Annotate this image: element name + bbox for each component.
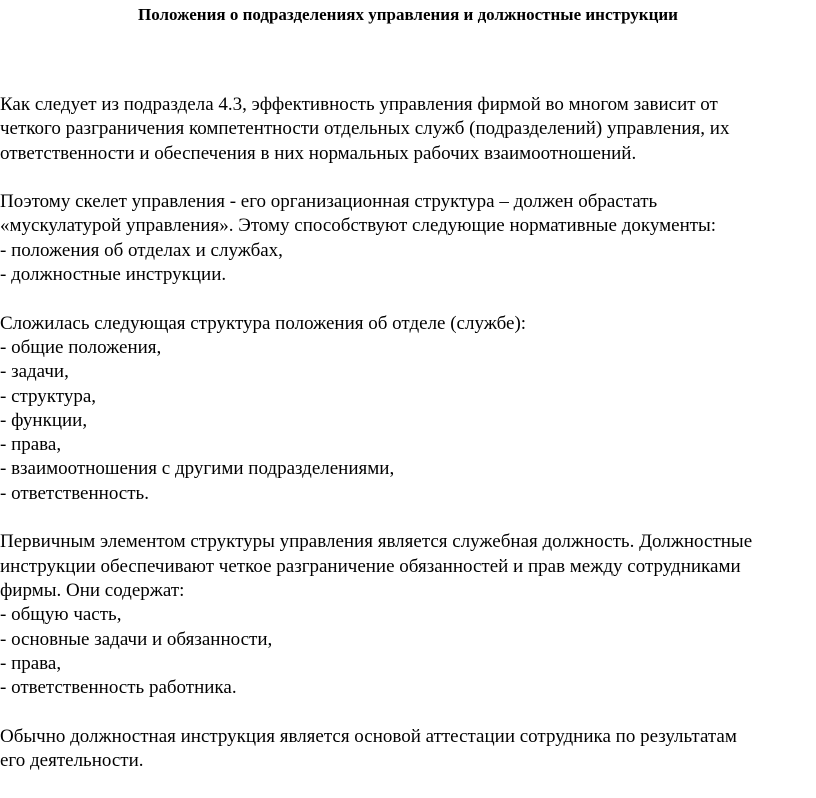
- list-item: - положения об отделах и службах,: [0, 239, 283, 261]
- text-line: его деятельности.: [0, 750, 144, 772]
- text-line: четкого разграничения компетентности отдельных служб (подразделений) управления, их: [0, 118, 730, 140]
- list-item: - структура,: [0, 385, 97, 407]
- list-item: - права,: [0, 652, 62, 674]
- list-item: - должностные инструкции.: [0, 264, 227, 286]
- list-item: - права,: [0, 434, 62, 456]
- paragraph-attestation: [0, 725, 810, 774]
- list-item: - функции,: [0, 409, 88, 431]
- text-line: инструкции обеспечивают четкое разграничение обязанностей и прав между сотрудниками: [0, 555, 741, 577]
- list-item: - основные задачи и обязанности,: [0, 628, 273, 650]
- text-line: «мускулатурой управления». Этому способствуют следующие нормативные документы:: [0, 215, 717, 237]
- list-item: - ответственность работника.: [0, 677, 237, 699]
- paragraph-intro: [0, 93, 810, 166]
- list-item: - задачи,: [0, 361, 69, 383]
- document-title: Положения о подразделениях управления и должностные инструкции: [138, 5, 678, 24]
- document-body: [0, 93, 810, 798]
- text-line: фирмы. Они содержат:: [0, 579, 185, 601]
- text-line: Обычно должностная инструкция является основой аттестации сотрудника по результатам: [0, 725, 737, 747]
- paragraph-normative-documents: [0, 190, 810, 287]
- paragraph-department-structure: [0, 312, 810, 506]
- text-line: Сложилась следующая структура положения об отделе (службе):: [0, 312, 527, 334]
- list-item: - ответственность.: [0, 482, 149, 504]
- list-item: - общие положения,: [0, 336, 162, 358]
- list-item: - общую часть,: [0, 604, 122, 626]
- paragraph-job-instructions: [0, 530, 810, 700]
- text-line: ответственности и обеспечения в них нормальных рабочих взаимоотношений.: [0, 142, 637, 164]
- text-line: Первичным элементом структуры управления является служебная должность. Должностные: [0, 531, 753, 553]
- text-line: Поэтому скелет управления - его организационная структура – должен обрастать: [0, 191, 658, 213]
- list-item: - взаимоотношения с другими подразделениями,: [0, 458, 395, 480]
- text-line: Как следует из подраздела 4.3, эффективность управления фирмой во многом зависит от: [0, 94, 718, 115]
